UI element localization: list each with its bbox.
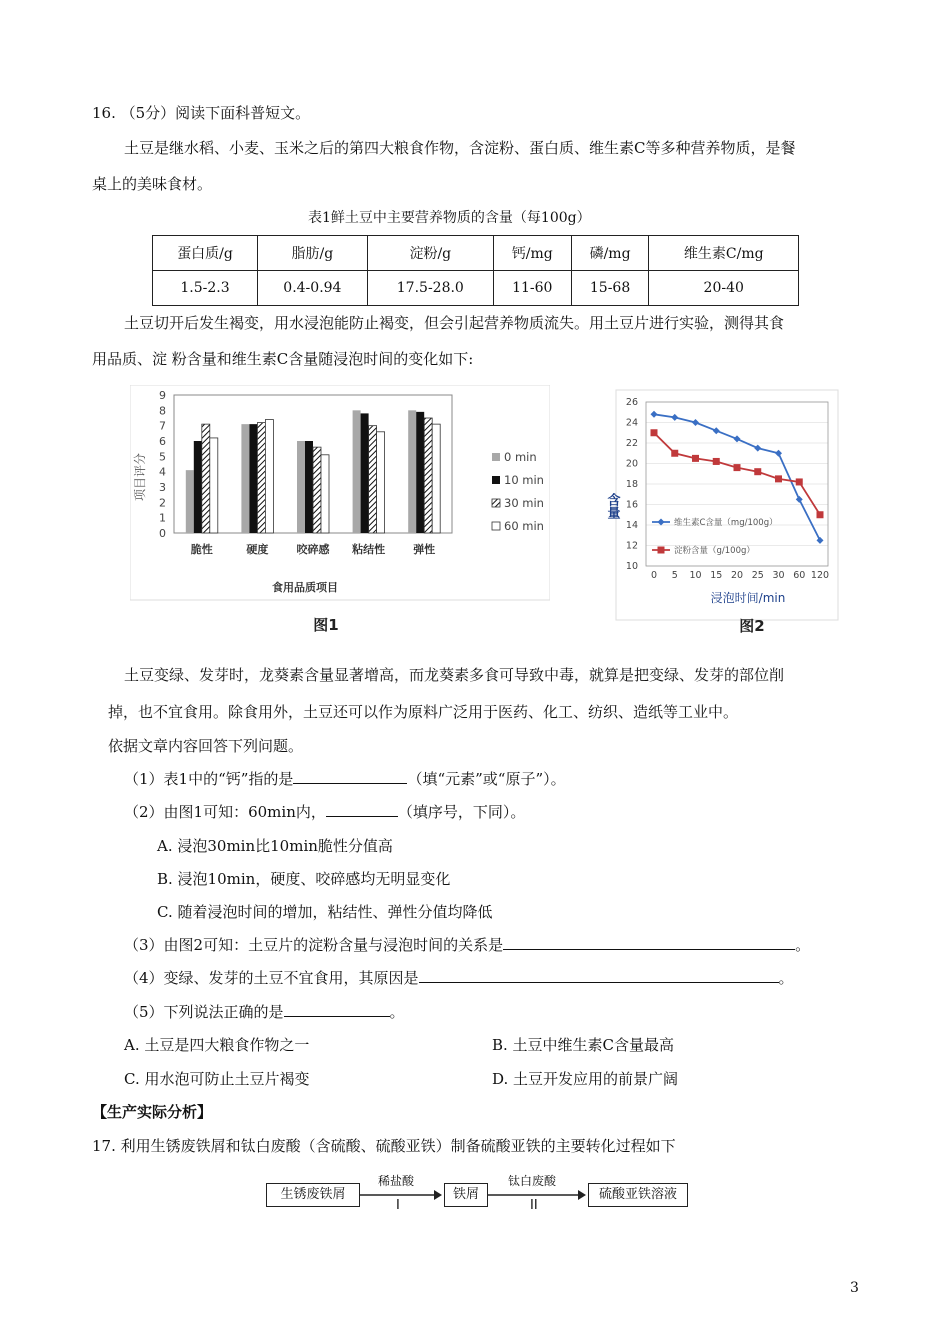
figure-1-bar	[313, 447, 321, 533]
figure-1-y-tick-label: 9	[159, 389, 166, 402]
figure-1-bar	[265, 420, 273, 533]
figure-2-y-tick-label: 10	[625, 561, 638, 572]
figure-2-legend-label: 维生素C含量（mg/100g）	[674, 518, 778, 528]
q16-sub5-text: （5）下列说法正确的是	[124, 1003, 284, 1021]
table-header-cell: 蛋白质/g	[153, 236, 258, 271]
table-header-row	[153, 236, 799, 271]
answer-blank-3[interactable]	[503, 935, 795, 950]
q16-para2-line1: 土豆切开后发生褐变，用水浸泡能防止褐变，但会引起营养物质流失。用土豆片进行实验，测得其食	[124, 314, 785, 332]
figure-1-bar	[257, 423, 265, 533]
figure-1-y-axis-label: 项目评分	[133, 452, 147, 502]
figure-1-legend-swatch	[492, 476, 500, 484]
q17-text: 17. 利用生锈废铁屑和钛白废酸（含硫酸、硫酸亚铁）制备硫酸亚铁的主要转化过程如下	[92, 1137, 676, 1155]
figure-1-y-tick-label: 7	[159, 419, 166, 433]
figure-1-x-tick-label: 脆性	[190, 543, 213, 556]
figure-2-point	[817, 511, 824, 518]
figure-1-y-tick-label: 6	[159, 435, 166, 448]
figure-2-point	[713, 458, 720, 465]
figure-2-y-tick-label: 22	[625, 438, 638, 449]
figure-1-bar	[297, 441, 305, 533]
table-cell: 15-68	[571, 271, 649, 306]
figure-1-y-tick-label: 8	[159, 404, 166, 418]
figure-2-y-tick-label: 14	[625, 520, 638, 531]
page-number: 3	[850, 1280, 859, 1296]
figure-1-bar	[408, 410, 416, 533]
answer-blank-1[interactable]	[293, 769, 407, 784]
figure-1-x-tick-label: 粘结性	[352, 543, 386, 556]
figure-2-x-tick-label: 20	[730, 570, 744, 581]
table-header-cell: 磷/mg	[571, 236, 649, 271]
figure-1-bar	[353, 410, 361, 533]
figure-2-point	[734, 464, 741, 471]
q16-sub3-text: （3）由图2可知：土豆片的淀粉含量与浸泡时间的关系是	[124, 936, 504, 954]
figure-2-point	[651, 429, 658, 436]
q16-sub3-tail: 。	[795, 936, 811, 954]
table-cell: 1.5-2.3	[153, 271, 258, 306]
figure-1-bar	[432, 424, 440, 533]
q16-sub3	[124, 934, 810, 955]
figure-1-legend-swatch	[492, 453, 500, 461]
figure-1-y-tick-label: 1	[159, 511, 166, 525]
figure-1-bar	[241, 424, 249, 533]
figure-2-y-axis-label: 含量	[604, 493, 620, 519]
figure-1-bar	[186, 470, 194, 533]
figure-1-legend-label: 10 min	[504, 473, 544, 487]
q16-sub2-option-b: B. 浸泡10min，硬度、咬碎感均无明显变化	[157, 870, 451, 888]
figure-2-y-tick-label: 24	[625, 417, 638, 429]
figure-2-caption: 图2	[739, 617, 765, 635]
figure-2-x-axis-label: 浸泡时间/min	[710, 591, 786, 605]
q16-sub1	[124, 768, 566, 789]
figure-2-x-tick-label: 60	[793, 570, 806, 581]
q16-sub2-tail: （填序号，下同）。	[397, 803, 526, 821]
q16-para2-line2: 用品质、淀 粉含量和维生素C含量随浸泡时间的变化如下:	[92, 350, 474, 368]
figure-1-bar	[377, 432, 385, 533]
figure-2-x-tick-label: 5	[671, 570, 678, 581]
figure-2-legend-marker	[658, 547, 665, 554]
figure-1-legend-label: 0 min	[504, 450, 537, 464]
figure-2-legend-label: 淀粉含量（g/100g）	[674, 546, 755, 556]
figure-1-bar	[416, 412, 424, 533]
figure-1-y-tick-label: 4	[159, 465, 166, 479]
q16-sub5-option-a: A. 土豆是四大粮食作物之一	[124, 1036, 310, 1054]
answer-blank-4[interactable]	[419, 968, 779, 983]
table-cell: 0.4-0.94	[258, 271, 368, 306]
figure-1-bar	[321, 455, 329, 533]
answer-blank-2[interactable]	[326, 802, 398, 817]
figure-1-x-tick-label: 弹性	[413, 543, 436, 556]
q16-sub2-option-a: A. 浸泡30min比10min脆性分值高	[157, 837, 393, 855]
q16-sub5-tail: 。	[389, 1003, 405, 1021]
table-header-cell: 脂肪/g	[258, 236, 368, 271]
q16-header: 16. （5分）阅读下面科普短文。	[92, 104, 311, 122]
flow-box-ferrous-sulfate: 硫酸亚铁溶液	[588, 1183, 688, 1207]
q16-para3-line2: 掉，也不宜食用。除食用外，土豆还可以作为原料广泛用于医药、化工、纺织、造纸等工业中。	[108, 703, 739, 721]
figure-1-y-tick-label: 5	[159, 450, 166, 464]
figure-1-y-tick-label: 2	[159, 496, 166, 510]
figure-2-x-tick-label: 25	[751, 570, 764, 581]
figure-1-x-axis-label: 食用品质项目	[272, 581, 338, 594]
flow-box-rusty-iron: 生锈废铁屑	[266, 1183, 360, 1207]
figure-2-x-tick-label: 10	[689, 570, 702, 581]
figure-1-x-tick-label: 硬度	[246, 543, 269, 556]
table-header-cell: 淀粉/g	[367, 236, 493, 271]
q16-sub4-tail: 。	[778, 969, 794, 987]
figure-1-legend-label: 60 min	[504, 519, 544, 533]
q16-para1-line2: 桌上的美味食材。	[92, 175, 213, 193]
figure-2-point	[671, 450, 678, 457]
figure-1-bar	[361, 413, 369, 533]
q16-sub5-option-b: B. 土豆中维生素C含量最高	[492, 1036, 675, 1054]
flow-box-iron-filings: 铁屑	[444, 1183, 488, 1207]
figure-2-y-tick-label: 20	[625, 458, 638, 470]
figure-2-line-chart	[596, 388, 846, 638]
figure-2-x-tick-label: 15	[710, 570, 723, 581]
table-header-cell: 维生素C/mg	[649, 236, 799, 271]
figure-2-x-tick-label: 30	[772, 570, 785, 581]
q16-sub5	[124, 1001, 405, 1022]
table-row	[153, 271, 799, 306]
q16-sub2-option-c: C. 随着浸泡时间的增加，粘结性、弹性分值均降低	[157, 903, 493, 921]
q16-sub1-text: （1）表1中的“钙”指的是	[124, 770, 294, 788]
figure-1-bar	[202, 424, 210, 533]
section-title: 【生产实际分析】	[92, 1103, 213, 1121]
figure-1-bar	[210, 438, 218, 533]
table-caption: 表1鲜土豆中主要营养物质的含量（每100g）	[308, 210, 591, 226]
figure-1-legend-swatch	[492, 499, 500, 507]
figure-2-point	[754, 468, 761, 475]
flow-arrow-2-label: 钛白废酸	[508, 1174, 557, 1188]
figure-1-bar-chart	[130, 385, 550, 635]
q16-sub4	[124, 967, 794, 988]
figure-1-legend-label: 30 min	[504, 496, 544, 510]
q16-para3-line1: 土豆变绿、发芽时，龙葵素含量显著增高，而龙葵素多食可导致中毒，就算是把变绿、发芽的部位削	[124, 666, 785, 684]
figure-1-y-tick-label: 3	[159, 481, 166, 494]
answer-blank-5[interactable]	[284, 1002, 390, 1017]
figure-1-bar	[249, 424, 257, 533]
figure-1-x-tick-label: 咬碎感	[296, 543, 330, 556]
flow-arrow-2-step: II	[530, 1198, 538, 1213]
figure-1-bar	[424, 418, 432, 533]
table-header-cell: 钙/mg	[493, 236, 571, 271]
figure-2-y-tick-label: 18	[625, 479, 638, 490]
table-cell: 20-40	[649, 271, 799, 306]
figure-1-y-tick-label: 0	[159, 527, 166, 540]
figure-2-x-tick-label: 120	[810, 570, 830, 581]
table-cell: 11-60	[493, 271, 571, 306]
figure-2-point	[692, 455, 699, 462]
q16-sub2-text: （2）由图1可知：60min内，	[124, 803, 326, 821]
flow-arrow-1-step: I	[396, 1198, 400, 1213]
figure-2-y-tick-label: 26	[625, 397, 638, 408]
table-cell: 17.5-28.0	[367, 271, 493, 306]
q16-sub2	[124, 801, 525, 822]
q16-sub5-option-c: C. 用水泡可防止土豆片褐变	[124, 1070, 310, 1088]
figure-2-frame	[616, 390, 838, 620]
figure-2-x-tick-label: 0	[650, 570, 658, 581]
figure-2-point	[796, 478, 803, 485]
figure-1-bar	[305, 441, 313, 533]
figure-1-bar	[194, 441, 202, 533]
figure-1-bar	[369, 426, 377, 533]
q16-prompt: 依据文章内容回答下列问题。	[108, 737, 304, 755]
figure-1-legend-swatch	[492, 522, 500, 530]
q16-sub4-text: （4）变绿、发芽的土豆不宜食用，其原因是	[124, 969, 419, 987]
nutrition-table	[152, 235, 799, 306]
flow-arrow-1	[360, 1187, 442, 1203]
q16-sub5-option-d: D. 土豆开发应用的前景广阔	[492, 1070, 679, 1088]
figure-2-y-tick-label: 16	[625, 499, 638, 511]
q16-para1-line1: 土豆是继水稻、小麦、玉米之后的第四大粮食作物，含淀粉、蛋白质、维生素C等多种营养物质，是餐	[124, 139, 796, 157]
figure-2-y-tick-label: 12	[625, 540, 638, 552]
figure-2-point	[775, 475, 782, 482]
flow-arrow-1-label: 稀盐酸	[378, 1174, 415, 1188]
q16-sub1-tail: （填“元素”或“原子”）。	[407, 770, 566, 788]
figure-1-caption: 图1	[313, 616, 339, 634]
